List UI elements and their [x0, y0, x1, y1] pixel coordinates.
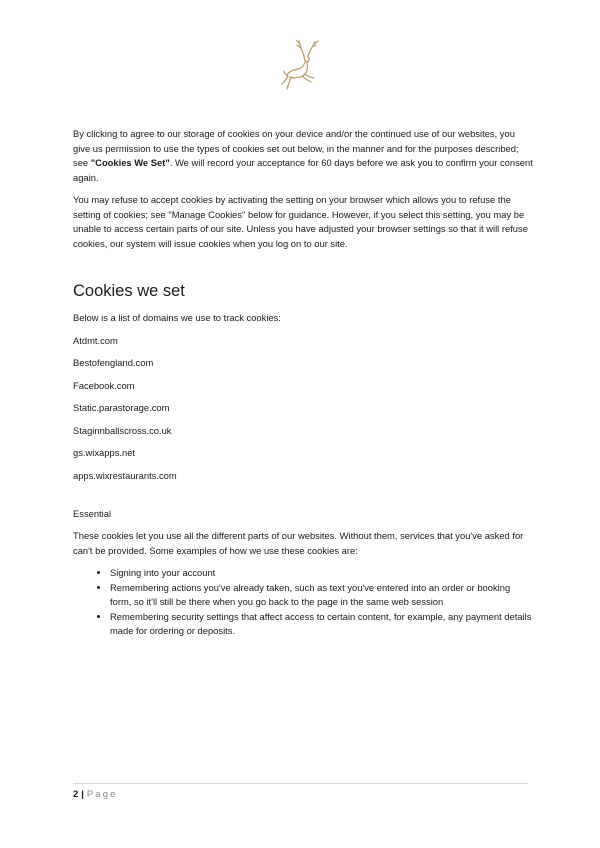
- page-indicator: [73, 788, 528, 800]
- domain-item: apps.wixrestaurants.com: [73, 469, 177, 481]
- cookies-we-set-reference: "Cookies We Set": [90, 157, 170, 168]
- domain-item: Facebook.com: [73, 379, 135, 391]
- essential-heading: Essential: [73, 508, 112, 519]
- domain-item: Staginnballscross.co.uk: [73, 424, 172, 436]
- domains-intro: Below is a list of domains we use to track cookies:: [73, 312, 281, 323]
- domain-item: Atdmt.com: [73, 334, 118, 346]
- bullet-item: • Signing into your account: [110, 566, 533, 581]
- domain-item: Static.parastorage.com: [73, 402, 170, 413]
- footer-divider: [73, 783, 528, 784]
- cookies-we-set-heading: Cookies we set: [73, 282, 185, 300]
- domain-item: Bestofengland.com: [73, 357, 154, 368]
- domain-item: gs.wixapps.net: [73, 447, 136, 458]
- stag-logo-icon: [278, 38, 326, 92]
- essential-bullet-list: [73, 566, 533, 639]
- footer-separator: |: [81, 788, 84, 799]
- page-number: 2: [73, 788, 79, 799]
- document-body: [73, 127, 533, 639]
- refuse-cookies-paragraph: You may refuse to accept cookies by activating the setting on your browser which allows you to refuse the setting of cookies; see "Manage Cookies" below for guidance. However, if you select this setting, you may be unable to access certain parts of our site. Unless you have adjusted your browser settings so that it will refuse cookies, our system will issue cookies when you log on to our site.: [73, 194, 528, 249]
- page-label: Page: [86, 788, 118, 799]
- consent-paragraph: By clicking to agree to our storage of cookies on your device and/or the continued use of our websites, you give us permission to use the types of cookies set out below, in the manner and for the purposes described; see "Cookies We Set". We will record your acceptance for 60 days before we ask you to confirm your consent again.: [73, 128, 533, 183]
- essential-description: These cookies let you use all the different parts of our websites. Without them, services that you've asked for can't be provided. Some examples of how we use these cookies are:: [73, 530, 524, 556]
- bullet-item: • Remembering actions you've already taken, such as text you've entered into an order or booking form, so it'll still be there when you go back to the page in the same web session: [110, 581, 533, 610]
- bullet-item: • Remembering security settings that affect access to certain content, for example, any payment details made for ordering or deposits.: [110, 610, 533, 639]
- domain-list: [73, 334, 533, 484]
- page-footer: [73, 783, 528, 800]
